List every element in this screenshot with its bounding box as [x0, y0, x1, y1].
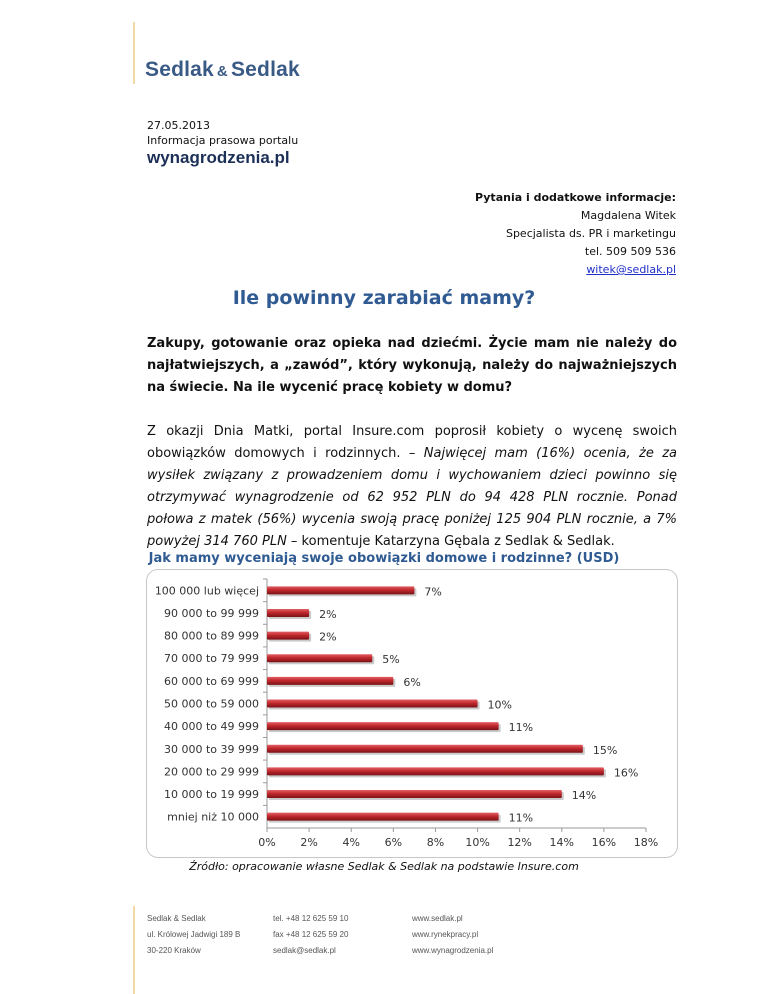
footer-websites — [412, 911, 493, 959]
bar-value-label: 2% — [319, 630, 337, 644]
category-label: 70 000 to 79 999 — [163, 652, 259, 666]
article-body — [147, 421, 677, 553]
footer-city: 30-220 Kraków — [147, 946, 201, 955]
bar-value-label: 6% — [403, 675, 421, 689]
contact-email-link[interactable]: witek@sedlak.pl — [586, 263, 676, 276]
contact-phone: tel. 509 509 536 — [584, 245, 676, 258]
contact-heading: Pytania i dodatkowe informacje: — [475, 191, 676, 204]
company-logo — [145, 58, 300, 82]
logo-word-left: Sedlak — [145, 58, 214, 81]
category-label: 90 000 to 99 999 — [163, 606, 259, 620]
x-tick-label: 6% — [384, 836, 403, 849]
bar — [267, 654, 372, 662]
x-tick-label: 2% — [300, 836, 318, 849]
bar — [267, 790, 562, 798]
press-meta — [147, 118, 298, 148]
bar-value-label: 16% — [613, 766, 639, 780]
category-label: 20 000 to 29 999 — [163, 765, 259, 779]
body-quote: Najwięcej mam (16%) ocenia, że za wysiłek związany z prowadzeniem domu i wychowaniem dzieci powinno się otrzymywać wynagrodzenie od 62 952 PLN do 94 428 PLN rocznie. Ponad połowa z matek (56%) wycenia swoją pracę poniżej 125 904 PLN rocznie, a 7% powyżej 314 760 PLN — [147, 446, 677, 549]
bar — [267, 677, 393, 685]
footer-site-sedlak: www.sedlak.pl — [412, 914, 463, 923]
bar-value-label: 2% — [319, 607, 337, 621]
bar — [267, 767, 604, 775]
logo-word-right: Sedlak — [230, 58, 300, 81]
category-label: 60 000 to 69 999 — [163, 674, 259, 688]
x-tick-label: 18% — [633, 836, 659, 849]
category-label: 30 000 to 39 999 — [163, 742, 259, 756]
category-label: mniej niż 10 000 — [167, 810, 259, 824]
category-label: 100 000 lub więcej — [154, 584, 259, 598]
bar — [267, 745, 583, 753]
footer-fax: fax +48 12 625 59 20 — [273, 930, 349, 939]
footer-email: sedlak@sedlak.pl — [273, 946, 336, 955]
category-label: 50 000 to 59 000 — [163, 697, 259, 711]
x-tick-label: 16% — [591, 836, 617, 849]
x-tick-label: 12% — [507, 836, 532, 849]
press-date: 27.05.2013 — [147, 119, 210, 132]
chart-title: Jak mamy wyceniają swoje obowiązki domowe i rodzinne? (USD) — [148, 551, 620, 566]
x-tick-label: 0% — [258, 836, 276, 849]
bar-value-label: 10% — [487, 698, 513, 712]
bar-value-label: 7% — [424, 585, 442, 599]
bar — [267, 722, 499, 730]
press-subtitle: Informacja prasowa portalu — [147, 134, 299, 147]
body-attribution: – komentuje Katarzyna Gębala z Sedlak & Sedlak. — [286, 534, 615, 549]
decorative-line-top — [133, 22, 135, 84]
bar-value-label: 11% — [508, 721, 534, 735]
bar — [267, 632, 309, 640]
footer-site-wynagrodzenia: www.wynagrodzenia.pl — [412, 946, 494, 955]
bar-value-label: 14% — [571, 789, 597, 803]
article-lead: Zakupy, gotowanie oraz opieka nad dziećmi. Życie mam nie należy do najłatwiejszych, a „zawód”, który wykonują, należy do najważniejszych na świecie. Na ile wycenić pracę kobiety w domu? — [147, 336, 677, 395]
bar — [267, 609, 309, 617]
x-tick-label: 10% — [465, 836, 490, 849]
footer-company: Sedlak & Sedlak — [147, 914, 206, 923]
bar — [267, 813, 499, 821]
article-title: Ile powinny zarabiać mamy? — [232, 287, 536, 309]
bar-value-label: 15% — [592, 743, 618, 757]
bar-value-label: 5% — [382, 653, 400, 667]
chart-source: Źródło: opracowanie własne Sedlak & Sedlak na podstawie Insure.com — [189, 860, 579, 873]
category-label: 10 000 to 19 999 — [163, 788, 259, 802]
contact-name: Magdalena Witek — [580, 209, 676, 222]
contact-block — [475, 189, 676, 279]
bar-value-label: 11% — [508, 811, 534, 825]
category-label: 40 000 to 49 999 — [163, 720, 259, 734]
x-tick-label: 8% — [426, 836, 445, 849]
contact-role: Specjalista ds. PR i marketingu — [505, 227, 676, 240]
bar — [267, 700, 478, 708]
x-tick-label: 4% — [342, 836, 360, 849]
bar — [267, 586, 414, 594]
footer-street: ul. Królowej Jadwigi 189 B — [147, 930, 241, 939]
footer-site-rynekpracy: www.rynekpracy.pl — [412, 930, 479, 939]
x-tick-label: 14% — [549, 836, 575, 849]
decorative-line-bottom — [133, 906, 135, 994]
body-intro: Z okazji Dnia Matki, portal Insure.com poprosił kobiety o wycenę swoich obowiązków domowych i rodzinnych. – — [147, 424, 677, 461]
footer-phones — [273, 911, 348, 959]
portal-logo: wynagrodzenia.pl — [147, 148, 290, 167]
footer-tel: tel. +48 12 625 59 10 — [273, 914, 349, 923]
footer-address — [147, 911, 240, 959]
logo-ampersand: & — [216, 63, 228, 80]
category-label: 80 000 to 89 999 — [163, 629, 259, 643]
bar-chart — [146, 569, 678, 858]
